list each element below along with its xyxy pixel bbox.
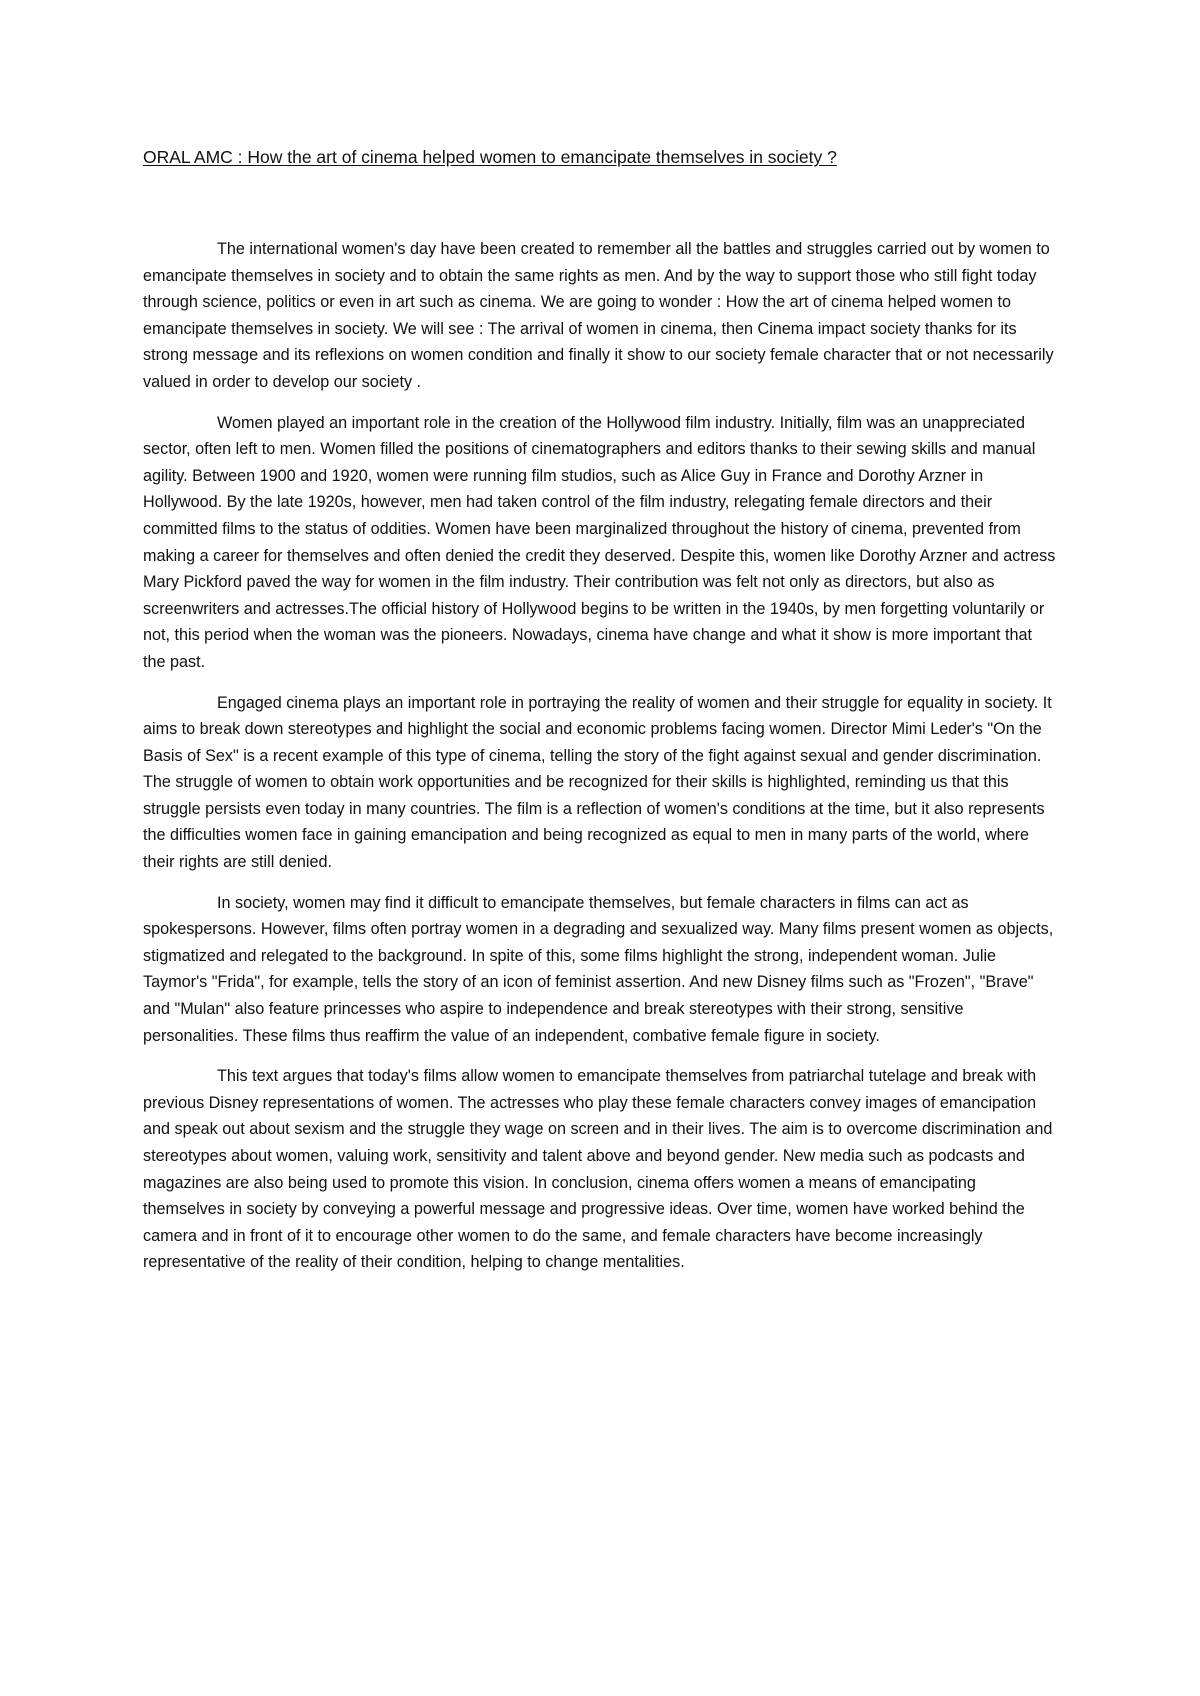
- paragraph-conclusion: This text argues that today's films allow women to emancipate themselves from patriarchal tutelage and break with previous Disney representations of women. The actresses who play these female characters convey images of emancipation and speak out about sexism and the struggle they wage on screen and in their lives. The aim is to overcome discrimination and stereotypes about women, valuing work, sensitivity and talent above and beyond gender. New media such as podcasts and magazines are also being used to promote this vision. In conclusion, cinema offers women a means of emancipating themselves in society by conveying a powerful message and progressive ideas. Over time, women have worked behind the camera and in front of it to encourage other women to do the same, and female characters have become increasingly representative of the reality of their condition, helping to change mentalities.: [143, 1067, 1053, 1272]
- paragraph-female-characters: In society, women may find it difficult to emancipate themselves, but female characters in films can act as spokespersons. However, films often portray women in a degrading and sexualized way. Many films present women as objects, stigmatized and relegated to the background. In spite of this, some films highlight the strong, independent woman. Julie Taymor's "Frida", for example, tells the story of an icon of feminist assertion. And new Disney films such as "Frozen", "Brave" and "Mulan" also feature princesses who aspire to independence and break stereotypes with their strong, sensitive personalities. These films thus reaffirm the value of an independent, combative female figure in society.: [143, 893, 1054, 1045]
- document-title: ORAL AMC : How the art of cinema helped women to emancipate themselves in society ?: [143, 147, 837, 167]
- paragraph-women-in-cinema: Women played an important role in the creation of the Hollywood film industry. Initially, film was an unappreciated sector, often left to men. Women filled the positions of cinematographers and editors thanks to their sewing skills and manual agility. Between 1900 and 1920, women were running film studios, such as Alice Guy in France and Dorothy Arzner in Hollywood. By the late 1920s, however, men had taken control of the film industry, relegating female directors and their committed films to the status of oddities. Women have been marginalized throughout the history of cinema, prevented from making a career for themselves and often denied the credit they deserved. Despite this, women like Dorothy Arzner and actress Mary Pickford paved the way for women in the film industry. Their contribution was felt not only as directors, but also as screenwriters and actresses.The official history of Hollywood begins to be written in the 1940s, by men forgetting voluntarily or not, this period when the woman was the pioneers. Nowadays, cinema have change and what it show is more important that the past.: [143, 413, 1056, 671]
- paragraph-engaged-cinema: Engaged cinema plays an important role in portraying the reality of women and their struggle for equality in society. It aims to break down stereotypes and highlight the social and economic problems facing women. Director Mimi Leder's "On the Basis of Sex" is a recent example of this type of cinema, telling the story of the fight against sexual and gender discrimination. The struggle of women to obtain work opportunities and be recognized for their skills is highlighted, reminding us that this struggle persists even today in many countries. The film is a reflection of women's conditions at the time, but it also represents the difficulties women face in gaining emancipation and being recognized as equal to men in many parts of the world, where their rights are still denied.: [143, 693, 1052, 872]
- paragraph-introduction: The international women's day have been created to remember all the battles and struggles carried out by women to emancipate themselves in society and to obtain the same rights as men. And by the way to support those who still fight today through science, politics or even in art such as cinema. We are going to wonder : How the art of cinema helped women to emancipate themselves in society. We will see : The arrival of women in cinema, then Cinema impact society thanks for its strong message and its reflexions on women condition and finally it show to our society female character that or not necessarily valued in order to develop our society .: [143, 240, 1054, 391]
- document-body: [143, 236, 1058, 1290]
